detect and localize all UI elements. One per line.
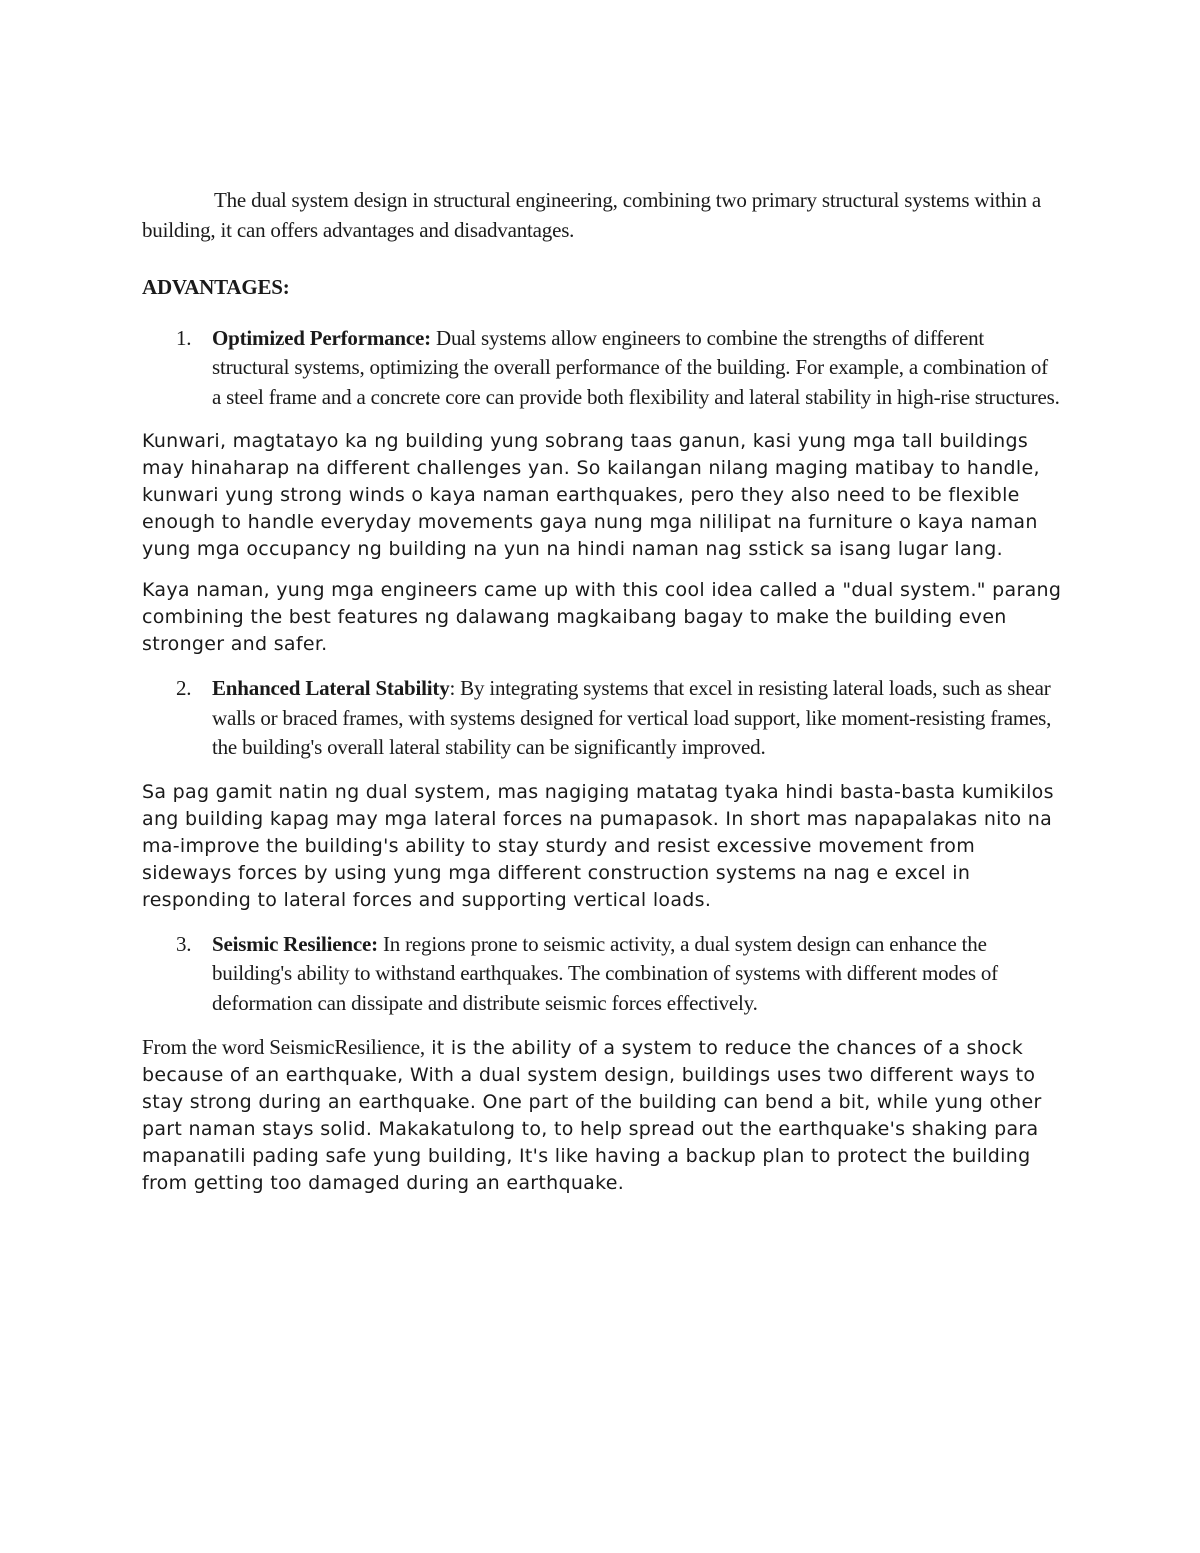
intro-paragraph: The dual system design in structural engineering, combining two primary structural systems within a building, it can offers advantages and disadvantages.	[142, 188, 1042, 242]
explanation-rest: it is the ability of a system to reduce the chances of a shock because of an earthquake, With a dual system design, buildings uses two different ways to stay strong during an earthquake. One part of the building can bend a bit, while yung other part naman stays solid. Makakatulong to, to help spread out the earthquake's shaking para mapanatili pading safe yung building, It's like having a backup plan to protect the building from getting too damaged during an earthquake.	[142, 1037, 1042, 1194]
document-body	[142, 186, 1062, 1211]
advantages-heading: ADVANTAGES:	[142, 275, 290, 299]
list-item-text: In regions prone to seismic activity, a dual system design can enhance the building's ability to withstand earthquakes. The combination of systems with different modes of deformation can dissipate and distribute seismic forces effectively.	[212, 931, 998, 1015]
explanation-paragraph: Kunwari, magtatayo ka ng building yung sobrang taas ganun, kasi yung mga tall buildings may hinaharap na different challenges yan. So kailangan nilang maging matibay to handle, kunwari yung strong winds o kaya naman earthquakes, pero they also need to be flexible enough to handle everyday movements gaya nung mga nililipat na furniture o kaya naman yung mga occupancy ng building na yun na hindi naman nag sstick sa isang lugar lang.	[142, 430, 1040, 560]
explanation-paragraph: Sa pag gamit natin ng dual system, mas nagiging matatag tyaka hindi basta-basta kumikilos ang building kapag may mga lateral forces na pumapasok. In short mas napapalakas nito na ma-improve the building's ability to stay sturdy and resist excessive movement from sideways forces by using yung mga different construction systems na nag e excel in responding to lateral forces and supporting vertical loads.	[142, 780, 1054, 911]
list-item-optimized-performance	[142, 324, 1062, 413]
list-item-title: Seismic Resilience:	[212, 931, 378, 956]
explanation-paragraph: Kaya naman, yung mga engineers came up with this cool idea called a "dual system." parang combining the best features ng dalawang magkaibang bagay to make the building even stronger and safer.	[142, 579, 1062, 655]
explanation-paragraph	[142, 1034, 1062, 1197]
list-number: 3.	[176, 931, 192, 956]
list-item-enhanced-lateral-stability	[142, 674, 1062, 763]
list-item-title: Optimized Performance:	[212, 325, 431, 350]
list-item-text: Dual systems allow engineers to combine the strengths of different structural systems, optimizing the overall performance of the building. For example, a combination of a steel frame and a concrete core can provide both flexibility and lateral stability in high-rise structures.	[212, 325, 1060, 409]
list-item-seismic-resilience	[142, 930, 1062, 1019]
list-item-title: Enhanced Lateral Stability	[212, 676, 450, 700]
list-number: 2.	[176, 676, 192, 700]
list-item-text: : By integrating systems that excel in resisting lateral loads, such as shear walls or braced frames, with systems designed for vertical load support, like moment-resisting frames, the building's overall lateral stability can be significantly improved.	[212, 676, 1052, 759]
explanation-lead: From the word SeismicResilience,	[142, 1035, 425, 1059]
list-number: 1.	[176, 325, 192, 350]
